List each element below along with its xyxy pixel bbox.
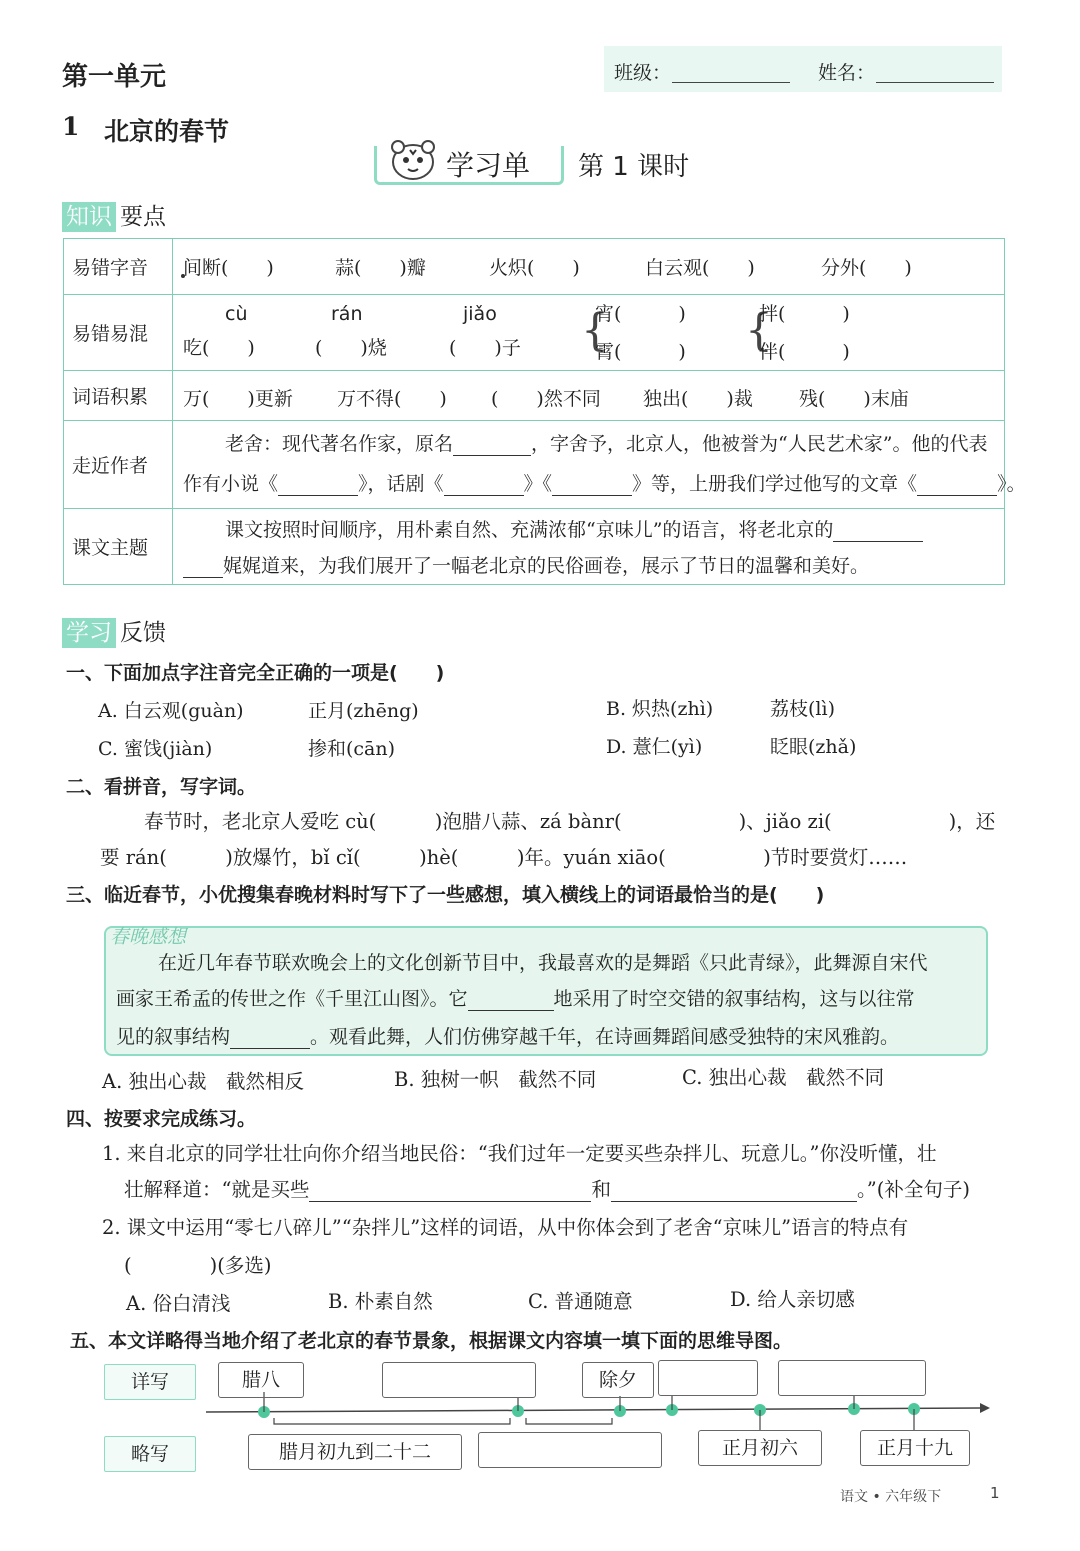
q1-b2: 荔枝(lì): [770, 698, 835, 720]
theme-line-2: [183, 551, 869, 578]
blank[interactable]: [552, 495, 632, 496]
r2-item-2: ( )烧: [315, 337, 387, 359]
mindmap-blank-7[interactable]: [478, 1432, 662, 1468]
detail-label: 详写: [104, 1364, 196, 1400]
row-heading: 易错字音: [64, 239, 173, 295]
pinyin-2: rán: [331, 303, 363, 325]
author-line-2: [183, 469, 1026, 496]
badge-left-text: 知识: [62, 202, 116, 232]
r1-item-3: 火炽( ): [489, 257, 580, 279]
q1-stem: 一、下面加点字注音完全正确的一项是( ): [66, 662, 445, 684]
q3-para-3: [116, 1022, 899, 1049]
text: 》等，上册我们学过他写的文章《: [632, 473, 918, 495]
r1-item-4: 白云观( ): [645, 257, 755, 279]
class-field[interactable]: [672, 62, 790, 83]
q2-line-2: 要 rán( )放爆竹，bǐ cǐ( )hè( )年。yuán xiāo( )节时要赏灯……: [100, 846, 908, 869]
q4-sub1-line-1: 1. 来自北京的同学壮壮向你介绍当地民俗：“我们过年一定要买些杂拌儿、玩意儿。”你没听懂，壮: [102, 1142, 937, 1165]
q1-c1: C. 蜜饯(jiàn): [98, 738, 213, 760]
text: 作有小说《: [183, 473, 279, 495]
mindmap-node-9: 正月十九: [860, 1430, 970, 1466]
mindmap-blank-4[interactable]: [658, 1360, 758, 1396]
row-heading: 走近作者: [64, 421, 173, 509]
lesson-title: 北京的春节: [104, 117, 230, 146]
q5-stem: 五、本文详略得当地介绍了老北京的春节景象，根据课文内容填一填下面的思维导图。: [70, 1330, 793, 1352]
text: 》，话剧《: [358, 473, 444, 495]
table-row: [64, 295, 1005, 371]
pinyin-1: cù: [225, 303, 248, 325]
knowledge-table: [63, 238, 1026, 585]
row-content: [173, 371, 1005, 421]
blank[interactable]: [230, 1048, 310, 1049]
pair1-top: 宵( ): [595, 303, 686, 325]
name-label: 姓名：: [818, 62, 876, 84]
q4-stem: 四、按要求完成练习。: [66, 1108, 257, 1130]
row-heading: 课文主题: [64, 509, 173, 585]
pair2-bottom: 伴( ): [759, 341, 850, 363]
mindmap-blank-5[interactable]: [778, 1360, 926, 1396]
q3-option-b: B. 独树一帜 截然不同: [394, 1068, 597, 1091]
q3-option-a: A. 独出心裁 截然相反: [102, 1070, 304, 1093]
text: 。观看此舞，人们仿佛穿越千年，在诗画舞蹈间感受独特的宋风雅韵。: [310, 1026, 900, 1048]
q4-option-d: D. 给人亲切感: [730, 1288, 855, 1311]
text: 》。: [997, 473, 1026, 495]
q1-d1: D. 薏仁(yì): [606, 736, 703, 758]
mindmap-node-8: 正月初六: [698, 1430, 822, 1466]
knowledge-section-badge: [62, 198, 170, 231]
lesson-number: 1: [62, 112, 80, 141]
blank[interactable]: [611, 1201, 857, 1202]
worksheet-label: 学习单: [446, 149, 531, 182]
text: 画家王希孟的传世之作《千里江山图》。它: [116, 988, 468, 1010]
text: 地采用了时空交错的叙事结构，这与以往常: [553, 988, 915, 1010]
row-content: [173, 509, 1005, 585]
q1-a1: A. 白云观(guàn): [98, 700, 244, 722]
table-row: [64, 371, 1005, 421]
table-row: [64, 421, 1005, 509]
q3-para-1: 在近几年春节联欢晚会上的文化创新节目中，我最喜欢的是舞蹈《只此青绿》，此舞源自宋代: [158, 952, 928, 974]
r3-item-3: ( )然不同: [491, 388, 601, 410]
text: ，字舍予，北京人，他被誉为“人民艺术家”。他的代表: [531, 433, 988, 455]
blank[interactable]: [309, 1201, 591, 1202]
text: 壮解释道：“就是买些: [124, 1178, 310, 1201]
mindmap-node-6: 腊月初九到二十二: [248, 1434, 462, 1470]
r1-item-5: 分外( ): [821, 257, 912, 279]
blank[interactable]: [468, 1010, 554, 1011]
q4-option-a: A. 俗白清浅: [126, 1292, 231, 1315]
q1-c2: 掺和(cān): [308, 738, 396, 760]
blank[interactable]: [917, 495, 997, 496]
q3-stem: 三、临近春节，小优搜集春晚材料时写下了一些感想，填入横线上的词语最恰当的是( ): [66, 884, 825, 906]
badge-right-text: 要点: [120, 204, 166, 230]
text: 娓娓道来，为我们展开了一幅老北京的民俗画卷，展示了节日的温馨和美好。: [223, 555, 870, 577]
text: 课文按照时间顺序，用朴素自然、充满浓郁“京味儿”的语言，将老北京的: [225, 519, 834, 541]
blank[interactable]: [833, 541, 923, 542]
q1-b1: B. 炽热(zhì): [606, 698, 714, 720]
blank[interactable]: [183, 577, 223, 578]
pair2-top: 拌( ): [759, 303, 850, 325]
row-content: [173, 239, 1005, 295]
unit-title: 第一单元: [62, 62, 167, 92]
q1-d2: 眨眼(zhǎ): [770, 736, 857, 758]
pinyin-3: jiǎo: [463, 303, 497, 325]
name-field[interactable]: [876, 62, 994, 83]
brace-2: {: [745, 305, 773, 356]
badge-right-text: 反馈: [120, 620, 166, 646]
r3-item-5: 残( )末庙: [799, 388, 909, 410]
r2-item-1: 吃( ): [183, 337, 255, 359]
text: 见的叙事结构: [116, 1026, 231, 1048]
tiger-mascot-icon: [388, 138, 438, 182]
blank[interactable]: [278, 495, 358, 496]
row-content: [173, 421, 1026, 509]
brief-label: 略写: [104, 1436, 196, 1472]
q2-line-1: 春节时，老北京人爱吃 cù( )泡腊八蒜、zá bànr( )、jiǎo zi( )，还: [144, 810, 996, 833]
footer-subject: 语文 • 六年级下: [840, 1489, 942, 1505]
r1-item-1: 间断( ): [183, 257, 274, 279]
lesson-period: 第 1 课时: [578, 152, 690, 182]
pair1-bottom: 霄( ): [595, 341, 686, 363]
r2-item-3: ( )子: [449, 337, 521, 359]
class-label: 班级：: [614, 62, 672, 84]
table-row: [64, 239, 1005, 295]
page-number: 1: [990, 1484, 1000, 1502]
text: 》《: [523, 473, 553, 495]
q1-a2: 正月(zhēng): [308, 700, 419, 722]
r1-item-2: 蒜( )瓣: [335, 257, 426, 279]
row-heading: 词语积累: [64, 371, 173, 421]
q3-para-2: [116, 984, 915, 1011]
table-row: [64, 509, 1005, 585]
theme-line-1: [225, 515, 923, 542]
blank[interactable]: [444, 495, 524, 496]
mindmap-blank-2[interactable]: [382, 1362, 536, 1398]
q2-stem: 二、看拼音，写字词。: [66, 776, 257, 798]
blank[interactable]: [453, 455, 531, 456]
q3-box-title: 春晚感想: [110, 926, 187, 948]
text: 。”(补全句子): [857, 1178, 970, 1201]
q4-sub2-line-1: 2. 课文中运用“零七八碎儿”“杂拌儿”这样的词语，从中你体会到了老舍“京味儿”语言的特点有: [102, 1216, 909, 1239]
text: 老舍：现代著名作家，原名: [225, 433, 454, 455]
brace-1: {: [581, 305, 609, 356]
r3-item-1: 万( )更新: [183, 388, 293, 410]
feedback-section-badge: [62, 614, 170, 647]
q4-sub2-line-2: ( )(多选): [124, 1254, 272, 1277]
row-content: [173, 295, 1005, 371]
mindmap-node-1: 腊八: [218, 1362, 304, 1398]
author-line-1: [225, 429, 987, 456]
q4-sub1-line-2: [124, 1174, 970, 1202]
q3-option-c: C. 独出心裁 截然不同: [682, 1066, 885, 1089]
r3-item-4: 独出( )裁: [643, 388, 753, 410]
mindmap-node-3: 除夕: [582, 1362, 654, 1398]
text: 和: [591, 1178, 611, 1201]
r3-item-2: 万不得( ): [337, 388, 447, 410]
q4-option-c: C. 普通随意: [528, 1290, 633, 1313]
row-heading: 易错易混: [64, 295, 173, 371]
q4-option-b: B. 朴素自然: [328, 1290, 433, 1313]
badge-left-text: 学习: [62, 618, 116, 648]
